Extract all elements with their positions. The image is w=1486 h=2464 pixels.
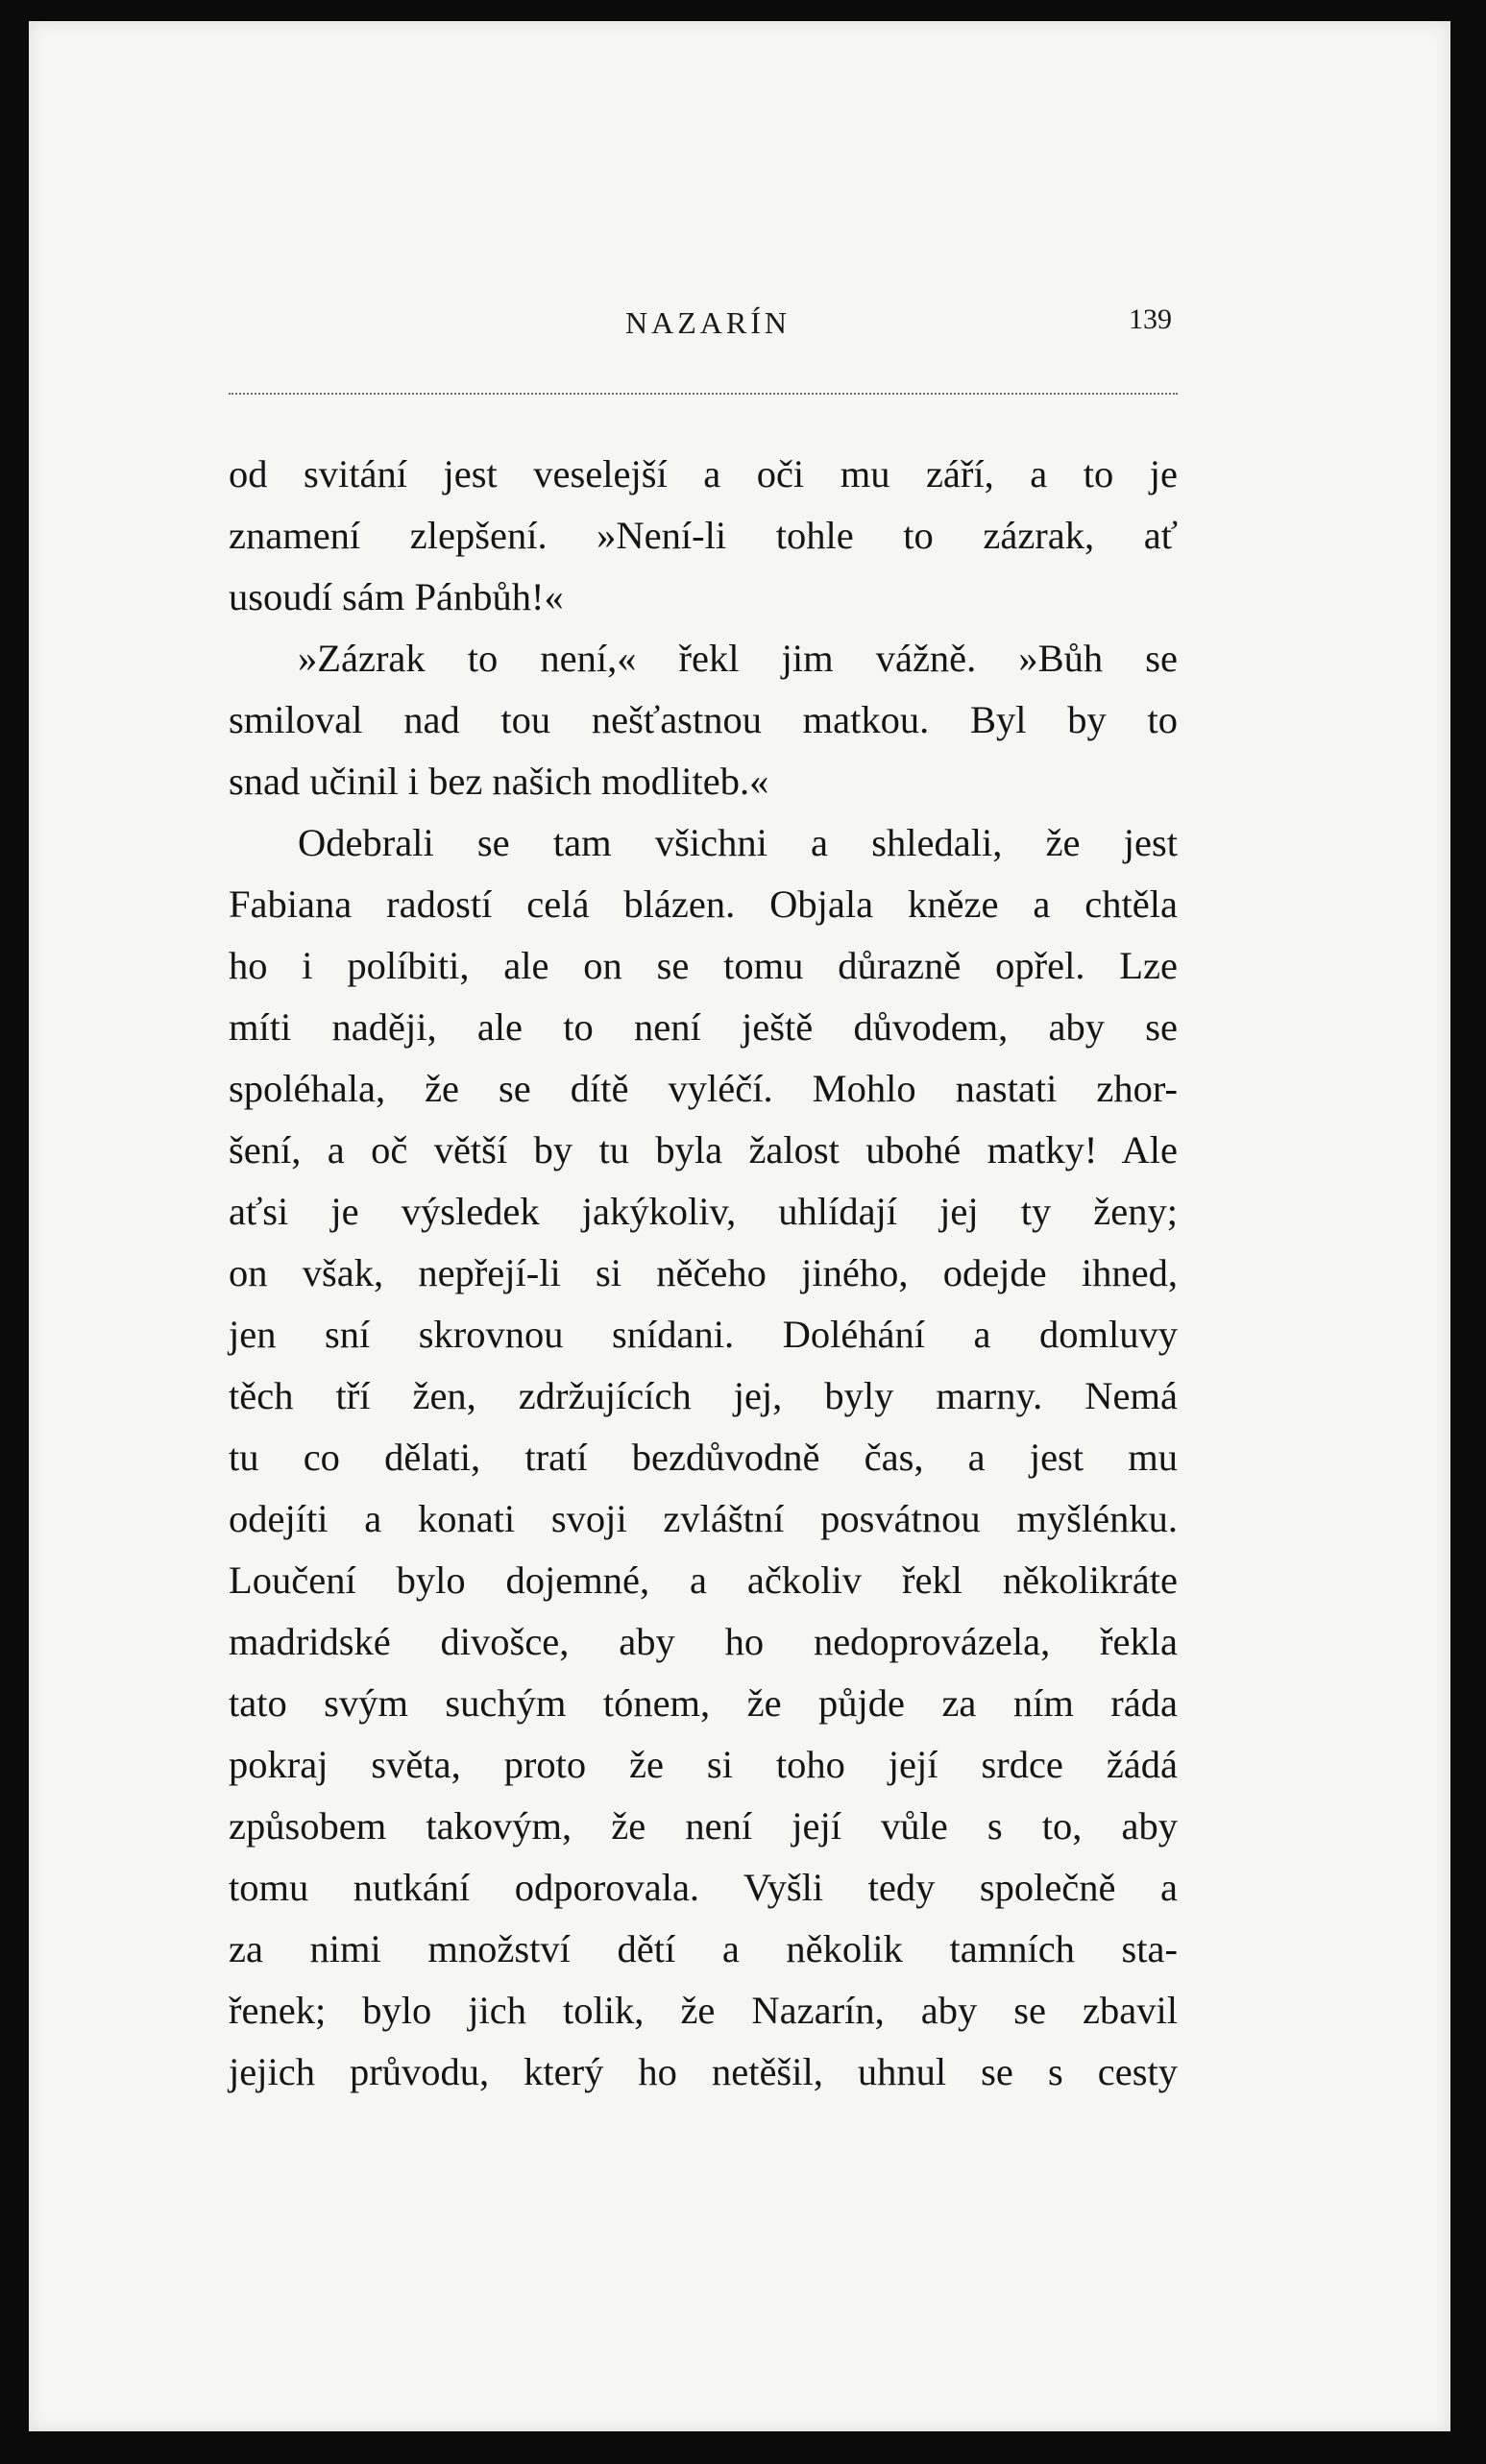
text-line: od svitání jest veselejší a oči mu září, a to je: [229, 452, 1178, 495]
text-line: Loučení bylo dojemné, a ačkoliv řekl několikráte: [229, 1558, 1178, 1602]
running-title: NAZARÍN: [625, 305, 791, 340]
page-number: 139: [1129, 303, 1172, 335]
text-line: míti naději, ale to není ještě důvodem, aby se: [229, 1005, 1178, 1049]
text-line: řenek; bylo jich tolik, že Nazarín, aby se zbavil: [229, 1989, 1178, 2032]
text-line: jejich průvodu, který ho netěšil, uhnul se s cesty: [229, 2050, 1178, 2093]
page-header: [229, 305, 1178, 353]
text-line: způsobem takovým, že není její vůle s to, aby: [229, 1804, 1178, 1848]
text-line: za nimi množství dětí a několik tamních sta-: [229, 1927, 1178, 1970]
text-line: aťsi je výsledek jakýkoliv, uhlídají jej ty ženy;: [229, 1190, 1178, 1233]
text-line: jen sní skrovnou snídani. Doléhání a domluvy: [229, 1313, 1178, 1356]
text-line: Odebrali se tam všichni a shledali, že jest: [298, 821, 1178, 864]
text-line: smiloval nad tou nešťastnou matkou. Byl by to: [229, 698, 1178, 741]
text-line: spoléhala, že se dítě vyléčí. Mohlo nastati zhor-: [229, 1067, 1178, 1110]
text-line: »Zázrak to není,« řekl jim vážně. »Bůh se: [298, 637, 1178, 680]
text-line: odejíti a konati svoji zvláštní posvátnou myšlénku.: [229, 1497, 1178, 1540]
text-line: tomu nutkání odporovala. Vyšli tedy společně a: [229, 1866, 1178, 1909]
text-line: těch tří žen, zdržujících jej, byly marny. Nemá: [229, 1374, 1178, 1417]
text-line: znamení zlepšení. »Není-li tohle to zázrak, ať: [229, 514, 1178, 557]
text-line: Fabiana radostí celá blázen. Objala kněze a chtěla: [229, 882, 1178, 926]
text-line: tu co dělati, tratí bezdůvodně čas, a jest mu: [229, 1436, 1178, 1479]
body-text: [229, 444, 1178, 2103]
text-line: snad učinil i bez našich modliteb.«: [229, 760, 769, 803]
text-line: on však, nepřejí-li si něčeho jiného, odejde ihned,: [229, 1251, 1178, 1294]
text-line: usoudí sám Pánbůh!«: [229, 575, 564, 618]
text-line: pokraj světa, proto že si toho její srdce žádá: [229, 1743, 1178, 1786]
text-line: ho i políbiti, ale on se tomu důrazně opřel. Lze: [229, 944, 1178, 987]
text-line: madridské divošce, aby ho nedoprovázela, řekla: [229, 1620, 1178, 1663]
header-divider: [229, 393, 1178, 395]
text-line: šení, a oč větší by tu byla žalost ubohé matky! Ale: [229, 1128, 1178, 1172]
text-line: tato svým suchým tónem, že půjde za ním ráda: [229, 1681, 1178, 1725]
